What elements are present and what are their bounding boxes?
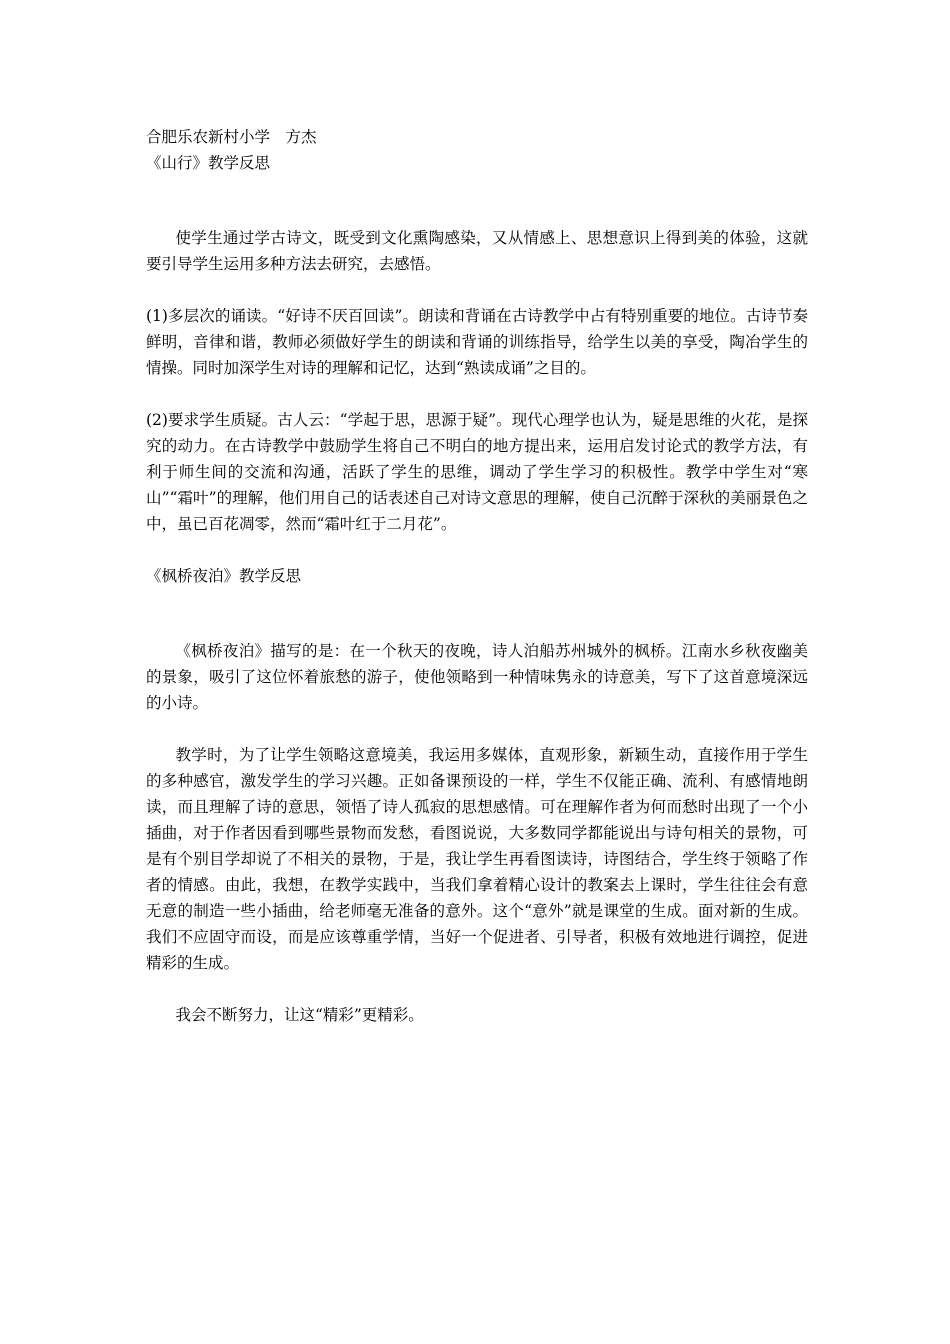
point-1-paragraph: (1)多层次的诵读。“好诗不厌百回读”。朗读和背诵在古诗教学中占有特别重要的地位。古诗节奏鲜明，音律和谐，教师必须做好学生的朗读和背诵的训练指导，给学生以美的享受，陶冶学生的情操。同时加深学生对诗的理解和记忆，达到“熟读成诵”之目的。 (146, 307, 808, 377)
point-2-paragraph: (2)要求学生质疑。古人云：“学起于思，思源于疑”。现代心理学也认为，疑是思维的火花，是探究的动力。在古诗教学中鼓励学生将自己不明白的地方提出来，运用启发讨论式的教学方法，有利于师生间的交流和沟通，活跃了学生的思维，调动了学生学习的积极性。教学中学生对“寒山”“霜叶”的理解，他们用自己的话表述自己对诗文意思的理解，使自己沉醉于深秋的美丽景色之中，虽已百花凋零，然而“霜叶红于二月花”。 (146, 411, 808, 533)
document-body (146, 124, 808, 1028)
intro-paragraph: 使学生通过学古诗文，既受到文化熏陶感染，又从情感上、思想意识上得到美的体验，这就要引导学生运用多种方法去研究，去感悟。 (146, 229, 808, 273)
section-title-shanxing: 《山行》教学反思 (146, 154, 271, 172)
author-line: 合肥乐农新村小学 方杰 (146, 128, 317, 146)
fengqiao-paragraph-1: 《枫桥夜泊》描写的是：在一个秋天的夜晚，诗人泊船苏州城外的枫桥。江南水乡秋夜幽美的景象，吸引了这位怀着旅愁的游子，使他领略到一种情味隽永的诗意美，写下了这首意境深远的小诗。 (146, 642, 808, 712)
closing-paragraph: 我会不断努力，让这“精彩”更精彩。 (175, 1006, 424, 1024)
section-title-fengqiao: 《枫桥夜泊》教学反思 (146, 567, 302, 585)
fengqiao-paragraph-2: 教学时，为了让学生领略这意境美，我运用多媒体，直观形象，新颖生动，直接作用于学生的多种感官，激发学生的学习兴趣。正如备课预设的一样，学生不仅能正确、流利、有感情地朗读，而且理解了诗的意思，领悟了诗人孤寂的思想感情。可在理解作者为何而愁时出现了一个小插曲，对于作者因看到哪些景物而发愁，看图说说，大多数同学都能说出与诗句相关的景物，可是有个别目学却说了不相关的景物，于是，我让学生再看图读诗，诗图结合，学生终于领略了作者的情感。由此，我想，在教学实践中，当我们拿着精心设计的教案去上课时，学生往往会有意无意的制造一些小插曲，给老师毫无准备的意外。这个“意外”就是课堂的生成。面对新的生成。我们不应固守而设，而是应该尊重学情，当好一个促进者、引导者，积极有效地进行调控，促进精彩的生成。 (146, 746, 808, 972)
